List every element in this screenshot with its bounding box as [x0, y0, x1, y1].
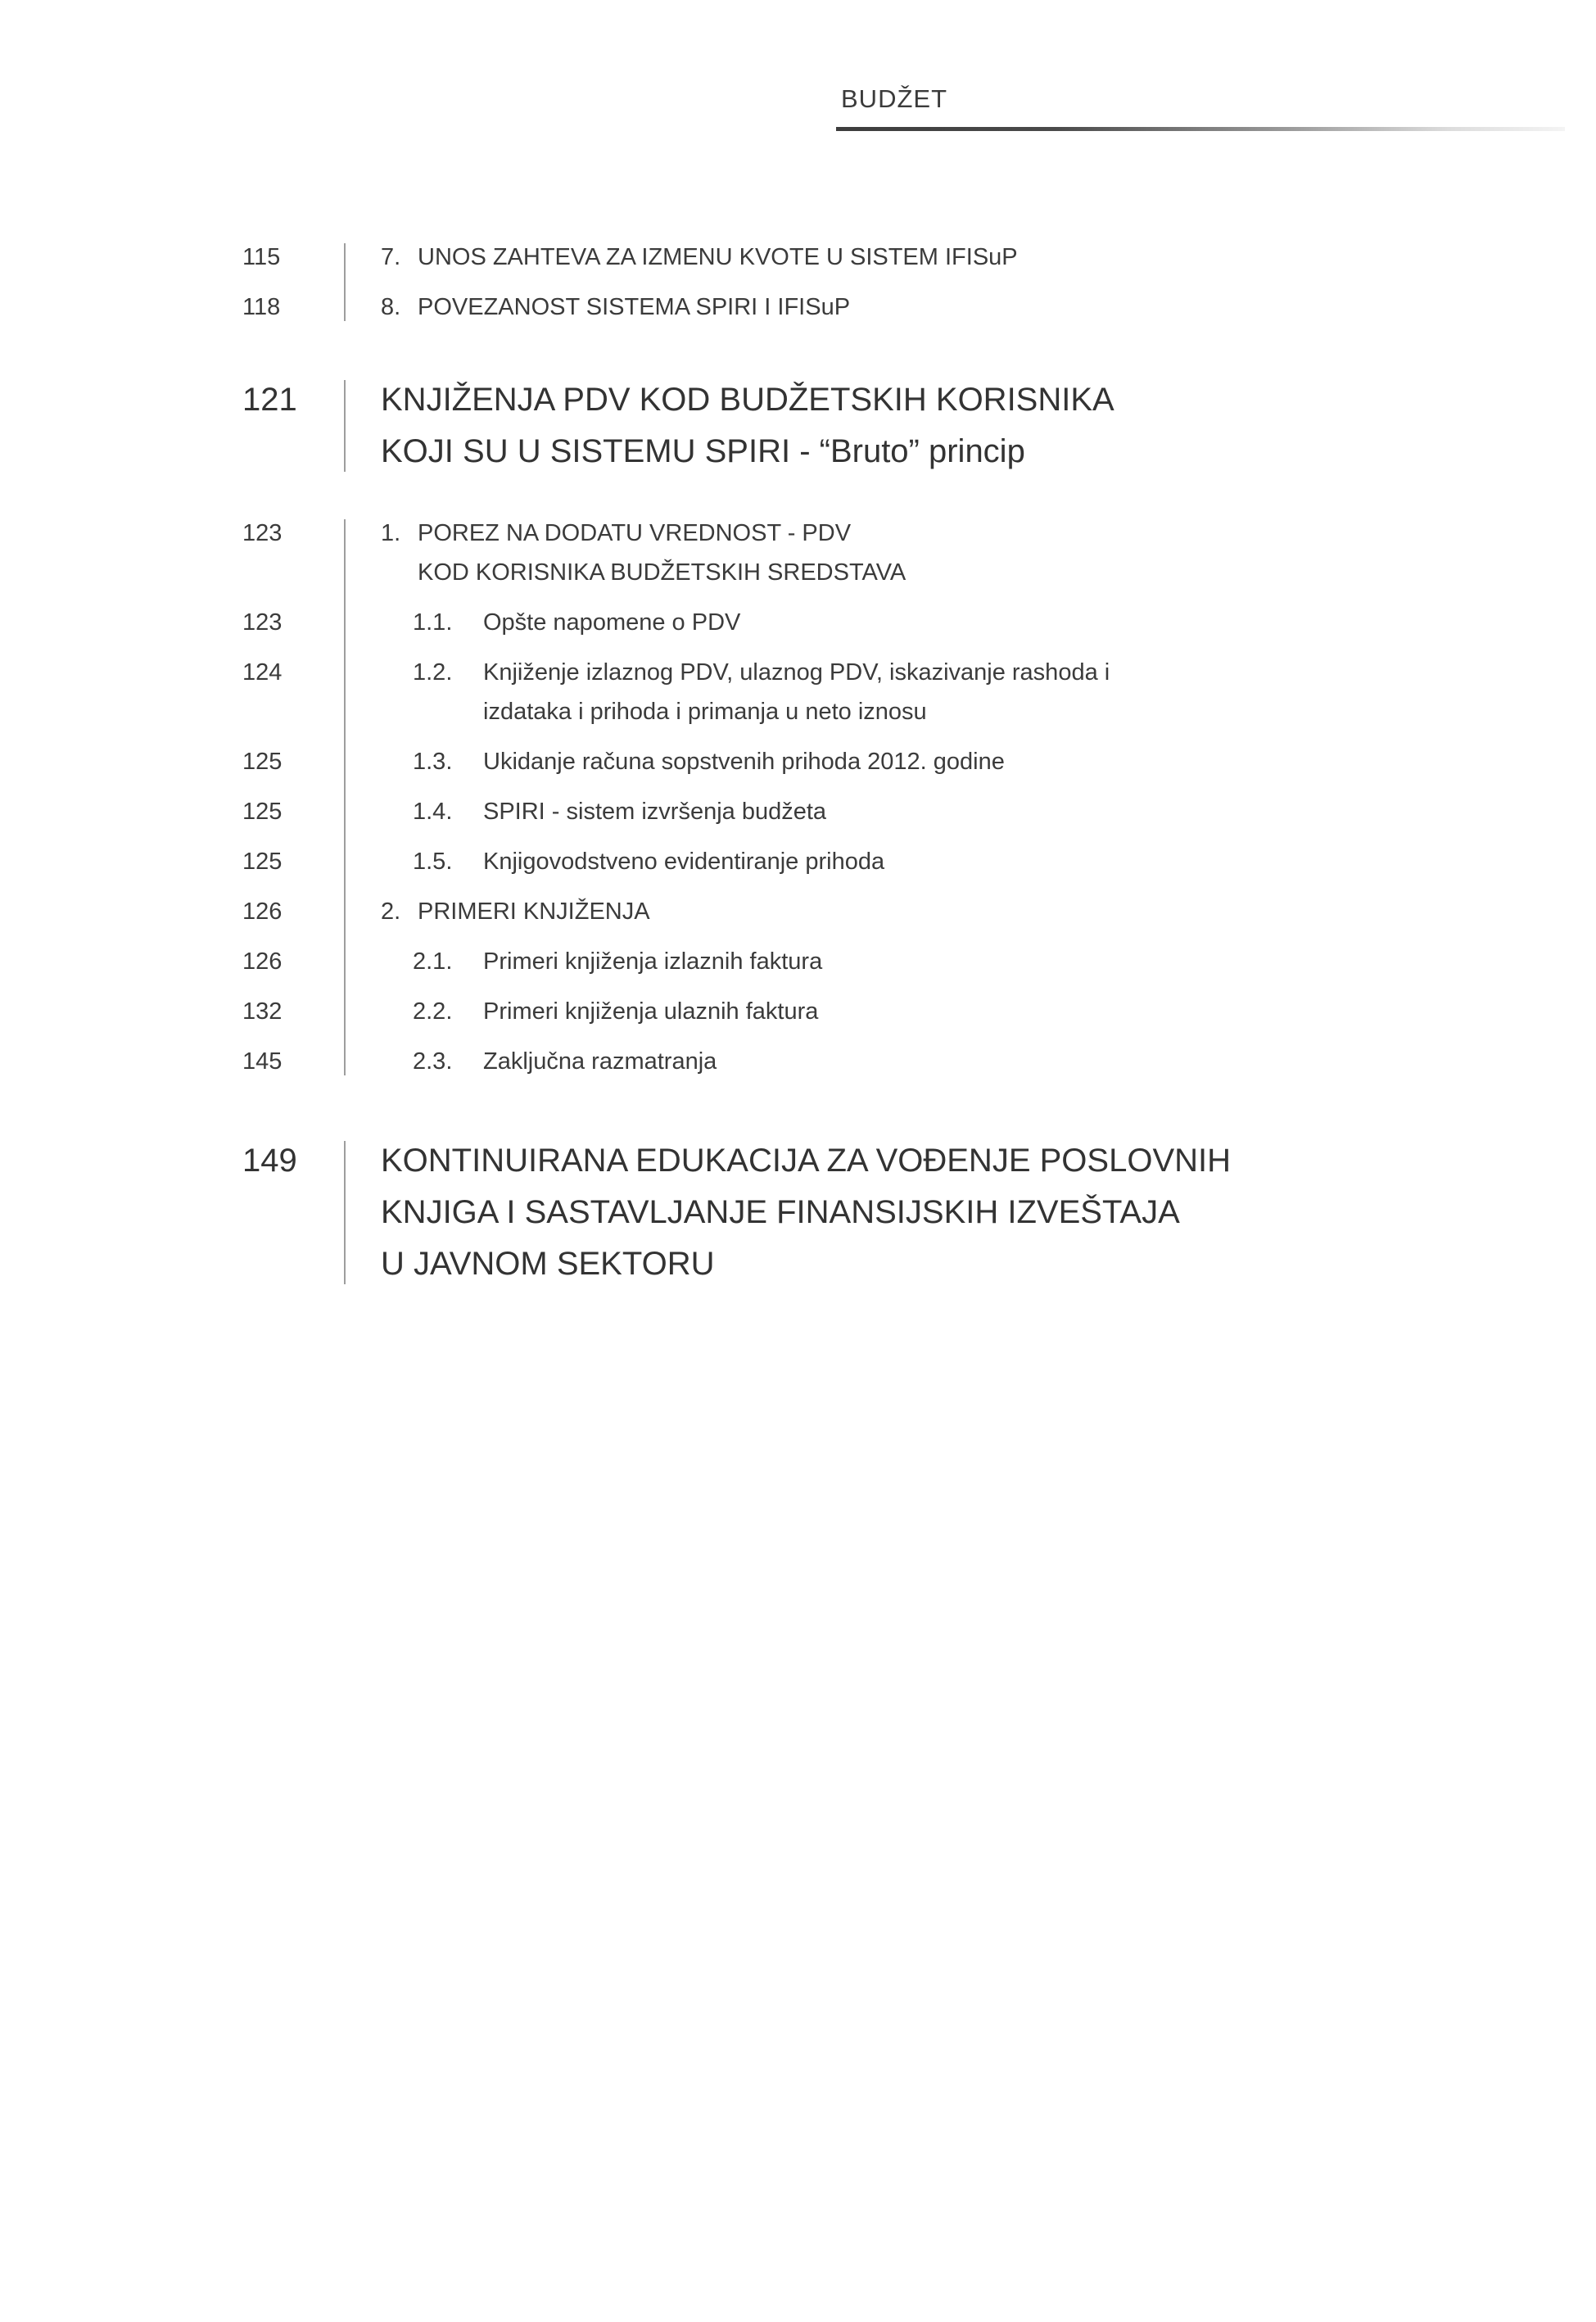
- toc-entry: [242, 842, 1487, 881]
- toc-entry: [242, 603, 1487, 642]
- section-divider-line: [344, 1141, 346, 1284]
- toc-entry-text: Opšte napomene o PDV: [483, 609, 741, 636]
- toc-entry-title: [344, 742, 1487, 781]
- toc-page-number: 145: [242, 1048, 283, 1075]
- toc-entry: [242, 287, 1487, 327]
- toc-chapter-entry: [242, 374, 1487, 478]
- toc-entry-text: Zaključna razmatranja: [483, 1048, 717, 1075]
- toc-entry-title: [344, 603, 1487, 642]
- toc-page-number: 118: [242, 294, 281, 320]
- toc-page-number: 121: [242, 382, 297, 418]
- toc-entry-number: 1.3.: [413, 749, 453, 775]
- toc-page-number: 132: [242, 998, 283, 1025]
- toc-entry: [242, 238, 1487, 277]
- toc-page-number: 115: [242, 244, 281, 270]
- toc-entry-number: 1.5.: [413, 849, 453, 875]
- toc-entry: [242, 792, 1487, 831]
- toc-entry-text: PRIMERI KNJIŽENJA: [418, 898, 650, 925]
- toc-entry: [242, 653, 1487, 731]
- header-divider-line: [836, 127, 1565, 131]
- toc-entry-text: POVEZANOST SISTEMA SPIRI I IFISuP: [418, 294, 851, 320]
- toc-entry: [242, 892, 1487, 931]
- toc-entry: [242, 742, 1487, 781]
- toc-entry-title: [344, 892, 1487, 931]
- toc-section: [242, 238, 1487, 327]
- toc-page-number: 124: [242, 659, 283, 686]
- toc-chapter: [242, 1135, 1487, 1290]
- toc-entry: [242, 514, 1487, 592]
- toc-page-number: 125: [242, 849, 283, 875]
- toc-entry-title: [344, 238, 1487, 277]
- toc-entry-text: UNOS ZAHTEVA ZA IZMENU KVOTE U SISTEM IFISuP: [418, 244, 1018, 270]
- section-divider-line: [344, 243, 346, 321]
- toc-chapter-title: [344, 1135, 1487, 1290]
- section-divider-line: [344, 380, 346, 472]
- toc-entry-number: 1.4.: [413, 799, 453, 825]
- table-of-contents: [242, 238, 1487, 1301]
- toc-chapter-entry: [242, 1135, 1487, 1290]
- toc-entry-title: [344, 287, 1487, 327]
- toc-chapter-title-line: KOJI SU U SISTEMU SPIRI - “Bruto” princip: [381, 433, 1025, 469]
- toc-chapter-title-line: U JAVNOM SEKTORU: [381, 1246, 715, 1282]
- section-divider-line: [344, 519, 346, 1075]
- toc-entry-text-line: izdataka i prihoda i primanja u neto iznosu: [483, 699, 927, 725]
- toc-entry-number: 1.1.: [413, 609, 453, 636]
- toc-entry-number: 1.2.: [413, 659, 453, 686]
- toc-section: [242, 514, 1487, 1081]
- toc-entry-text: Ukidanje računa sopstvenih prihoda 2012. godine: [483, 749, 1005, 775]
- toc-entry-text: Primeri knjiženja izlaznih faktura: [483, 948, 823, 975]
- toc-entry-text-line: Knjiženje izlaznog PDV, ulaznog PDV, iskazivanje rashoda i: [483, 659, 1110, 686]
- toc-page-number: 149: [242, 1143, 297, 1179]
- toc-page-number: 123: [242, 520, 283, 546]
- toc-page-number: 126: [242, 898, 283, 925]
- running-header-title: BUDŽET: [841, 84, 947, 113]
- toc-chapter-title: [344, 374, 1487, 478]
- toc-entry: [242, 992, 1487, 1031]
- toc-entry-title: [344, 1042, 1487, 1081]
- toc-entry-text: Primeri knjiženja ulaznih faktura: [483, 998, 819, 1025]
- toc-entry-number: 2.1.: [413, 948, 453, 975]
- toc-entry-text-line: KOD KORISNIKA BUDŽETSKIH SREDSTAVA: [418, 559, 907, 586]
- toc-entry-title: [344, 792, 1487, 831]
- toc-entry-title: [344, 514, 1487, 592]
- toc-entry-number: 2.: [381, 898, 401, 925]
- toc-entry-title: [344, 653, 1487, 731]
- toc-entry-text: [483, 653, 1110, 731]
- toc-entry-number: 2.2.: [413, 998, 453, 1025]
- toc-entry-number: 1.: [381, 520, 401, 546]
- toc-chapter-title-line: KONTINUIRANA EDUKACIJA ZA VOĐENJE POSLOVNIH: [381, 1143, 1232, 1179]
- toc-entry-title: [344, 992, 1487, 1031]
- toc-page-number: 126: [242, 948, 283, 975]
- toc-entry-number: 2.3.: [413, 1048, 453, 1075]
- toc-entry: [242, 1042, 1487, 1081]
- toc-entry-text: Knjigovodstveno evidentiranje prihoda: [483, 849, 885, 875]
- toc-page-number: 123: [242, 609, 283, 636]
- toc-entry-text-line: POREZ NA DODATU VREDNOST - PDV: [418, 520, 852, 546]
- toc-entry-text: SPIRI - sistem izvršenja budžeta: [483, 799, 827, 825]
- toc-chapter: [242, 374, 1487, 478]
- toc-entry-number: 7.: [381, 244, 401, 270]
- toc-page-number: 125: [242, 749, 283, 775]
- toc-page-number: 125: [242, 799, 283, 825]
- toc-entry-title: [344, 842, 1487, 881]
- toc-entry-number: 8.: [381, 294, 401, 320]
- toc-entry: [242, 942, 1487, 981]
- toc-entry-text: [418, 514, 906, 592]
- toc-chapter-title-line: KNJIGA I SASTAVLJANJE FINANSIJSKIH IZVEŠTAJA: [381, 1194, 1180, 1230]
- toc-chapter-title-line: KNJIŽENJA PDV KOD BUDŽETSKIH KORISNIKA: [381, 382, 1114, 418]
- toc-entry-title: [344, 942, 1487, 981]
